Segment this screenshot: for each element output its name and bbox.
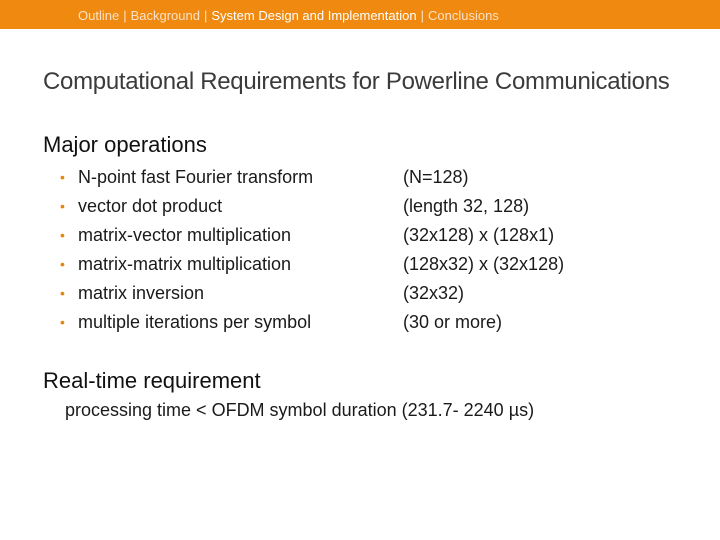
nav-item-background[interactable]: Background [130, 8, 200, 23]
nav-item-outline[interactable]: Outline [78, 8, 120, 23]
realtime-heading: Real-time requirement [43, 368, 261, 393]
realtime-detail: processing time < OFDM symbol duration (231.7- 2240 µs) [65, 400, 535, 420]
operation-param: (128x32) x (32x128) [403, 254, 565, 274]
nav-separator: | [420, 8, 424, 23]
operation-name: matrix-vector multiplication [78, 225, 292, 245]
nav-item-system-design[interactable]: System Design and Implementation [211, 8, 417, 23]
header-bar [0, 0, 720, 29]
bullet-icon: • [60, 256, 65, 272]
operation-name: N-point fast Fourier transform [78, 167, 314, 187]
section-nav [78, 0, 499, 31]
bullet-icon: • [60, 169, 65, 185]
nav-item-conclusions[interactable]: Conclusions [427, 8, 499, 23]
slide-title: Computational Requirements for Powerline Communications [43, 68, 670, 95]
operation-name: vector dot product [78, 196, 223, 216]
nav-separator: | [123, 8, 127, 23]
operation-param: (N=128) [403, 167, 469, 187]
bullet-icon: • [60, 227, 65, 243]
operation-param: (30 or more) [403, 312, 503, 332]
operation-param: (length 32, 128) [403, 196, 530, 216]
bullet-icon: • [60, 285, 65, 301]
operation-param: (32x32) [403, 283, 465, 303]
operation-name: matrix-matrix multiplication [78, 254, 292, 274]
operation-name: matrix inversion [78, 283, 205, 303]
operation-name: multiple iterations per symbol [78, 312, 312, 332]
bullet-icon: • [60, 198, 65, 214]
bullet-icon: • [60, 314, 65, 330]
major-operations-heading: Major operations [43, 132, 207, 157]
operation-param: (32x128) x (128x1) [403, 225, 555, 245]
nav-separator: | [203, 8, 208, 23]
